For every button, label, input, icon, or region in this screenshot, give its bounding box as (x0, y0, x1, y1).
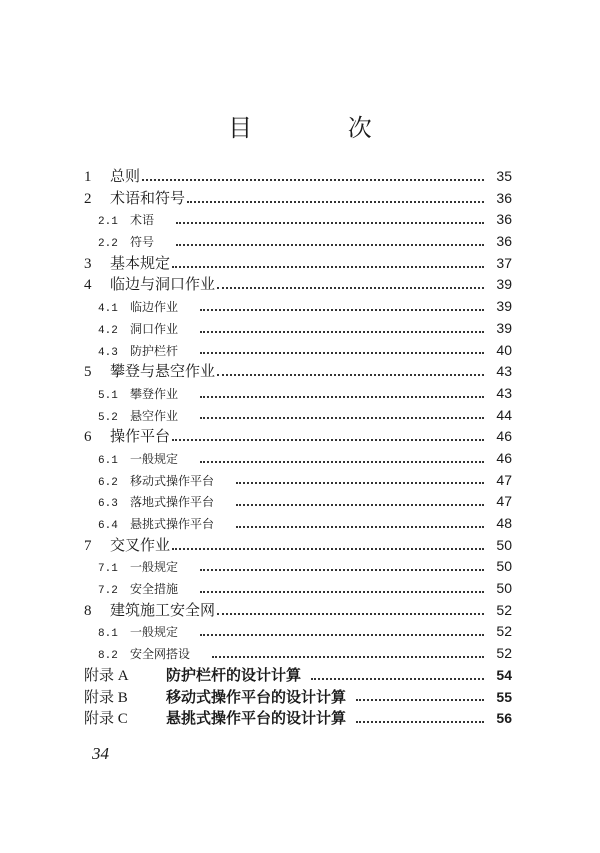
leader-dots (212, 656, 484, 658)
toc-entry[interactable] (84, 361, 512, 383)
toc-entry-page: 44 (496, 406, 512, 423)
toc-entry-number: 8 (84, 602, 92, 619)
toc-entry-label: 洞口作业 (130, 321, 179, 336)
toc-entry[interactable] (84, 383, 512, 405)
toc-entry-number: 5 (84, 364, 92, 381)
leader-dots (217, 613, 484, 615)
toc-entry-page: 50 (496, 536, 512, 553)
page-title: 目 次 (228, 114, 416, 142)
toc-entry-number: 1 (84, 169, 92, 185)
toc-entry-number: 4.3 (98, 346, 118, 359)
toc-entry-label: 防护栏杆的设计计算 (166, 665, 302, 684)
toc-entry-page: 46 (496, 428, 512, 445)
toc-entry-number: 7 (84, 537, 92, 554)
toc-entry[interactable] (84, 470, 512, 492)
leader-dots (200, 331, 484, 333)
toc-entry-page: 36 (496, 233, 512, 250)
toc-entry-label: 悬空作业 (130, 408, 179, 423)
toc-entry-page: 52 (496, 645, 512, 662)
toc-entry-number: 6.3 (98, 498, 118, 511)
toc-entry-label: 落地式操作平台 (130, 495, 215, 510)
toc-entry-label: 一般规定 (130, 625, 179, 640)
page-number: 34 (92, 744, 109, 763)
toc-entry-page: 36 (496, 189, 512, 206)
toc-entry-label: 悬挑式操作平台 (130, 517, 215, 531)
toc-entry[interactable] (84, 253, 512, 275)
toc-entry-label: 术语和符号 (110, 188, 186, 207)
table-of-contents (84, 166, 512, 730)
toc-entry-number: 附录 A (84, 667, 129, 684)
leader-dots (200, 591, 484, 593)
toc-entry-label: 临边作业 (130, 300, 179, 315)
toc-entry-label: 临边与洞口作业 (110, 275, 216, 294)
toc-entry-label: 符号 (130, 235, 155, 250)
leader-dots (200, 352, 484, 354)
toc-entry-number: 5.2 (98, 411, 118, 424)
toc-entry-number: 8.2 (98, 650, 118, 663)
toc-entry-number: 4.1 (98, 303, 118, 316)
toc-entry-page: 50 (496, 580, 512, 597)
toc-entry-label: 防护栏杆 (130, 343, 179, 358)
leader-dots (356, 699, 484, 701)
toc-entry[interactable] (84, 643, 512, 665)
toc-entry-page: 39 (496, 298, 512, 315)
toc-entry-number: 2.2 (98, 238, 118, 251)
toc-entry[interactable] (84, 188, 512, 210)
toc-entry[interactable] (84, 209, 512, 231)
toc-entry[interactable] (84, 665, 512, 687)
toc-entry-page: 54 (496, 666, 512, 683)
leader-dots (236, 504, 484, 506)
toc-entry-label: 移动式操作平台 (130, 473, 215, 488)
toc-entry-label: 建筑施工安全网 (110, 600, 216, 619)
toc-entry[interactable] (84, 318, 512, 340)
toc-entry-page: 46 (496, 449, 512, 466)
toc-entry-page: 37 (496, 254, 512, 271)
leader-dots (217, 287, 484, 289)
toc-entry-page: 47 (496, 471, 512, 488)
toc-entry-page: 35 (496, 168, 512, 184)
toc-entry[interactable] (84, 340, 512, 362)
toc-entry-number: 6 (84, 429, 92, 446)
toc-entry-page: 36 (496, 211, 512, 228)
leader-dots (187, 201, 484, 203)
leader-dots (236, 526, 484, 528)
toc-entry[interactable] (84, 491, 512, 513)
toc-entry[interactable] (84, 231, 512, 253)
toc-entry-label: 一般规定 (130, 560, 179, 575)
toc-entry[interactable] (84, 274, 512, 296)
toc-entry-page: 55 (496, 688, 512, 705)
toc-entry-label: 安全网搭设 (130, 647, 191, 662)
toc-entry-number: 4 (84, 277, 92, 294)
toc-entry-page: 52 (496, 623, 512, 640)
leader-dots (172, 548, 484, 550)
toc-entry[interactable] (84, 405, 512, 427)
toc-entry-page: 50 (496, 558, 512, 575)
toc-entry[interactable] (84, 535, 512, 557)
leader-dots (142, 179, 484, 181)
toc-entry-number: 6.4 (98, 520, 118, 532)
toc-entry-page: 39 (496, 319, 512, 336)
toc-entry-label: 基本规定 (110, 253, 171, 272)
toc-entry-label: 操作平台 (110, 427, 171, 446)
toc-entry[interactable] (84, 600, 512, 622)
toc-entry-page: 43 (496, 384, 512, 401)
toc-entry-page: 52 (496, 601, 512, 618)
toc-entry[interactable] (84, 426, 512, 448)
toc-entry-number: 2.1 (98, 216, 118, 229)
toc-entry-label: 攀登与悬空作业 (110, 362, 216, 381)
toc-entry[interactable] (84, 513, 512, 535)
leader-dots (200, 396, 484, 398)
toc-entry-page: 48 (496, 515, 512, 531)
toc-entry-number: 附录 B (84, 689, 128, 706)
toc-entry-number: 7.2 (98, 585, 118, 598)
toc-entry-label: 一般规定 (130, 451, 179, 466)
leader-dots (356, 721, 484, 723)
toc-entry[interactable] (84, 166, 512, 188)
toc-entry[interactable] (84, 708, 512, 730)
toc-entry-number: 7.1 (98, 563, 118, 576)
toc-entry-page: 43 (496, 363, 512, 380)
toc-entry-label: 移动式操作平台的设计计算 (166, 687, 347, 706)
toc-entry-label: 安全措施 (130, 582, 179, 597)
leader-dots (200, 634, 484, 636)
leader-dots (200, 461, 484, 463)
toc-entry-label: 悬挑式操作平台的设计计算 (166, 709, 347, 728)
leader-dots (200, 309, 484, 311)
toc-entry-number: 8.1 (98, 628, 118, 641)
leader-dots (172, 266, 484, 268)
toc-entry-number: 6.1 (98, 454, 118, 467)
toc-entry-number: 附录 C (84, 711, 128, 728)
toc-entry[interactable] (84, 687, 512, 709)
toc-entry-label: 交叉作业 (110, 535, 171, 554)
leader-dots (176, 222, 484, 224)
toc-entry[interactable] (84, 578, 512, 600)
toc-entry-page: 39 (496, 276, 512, 293)
leader-dots (200, 569, 484, 571)
toc-entry-number: 6.2 (98, 476, 118, 489)
toc-entry-page: 47 (496, 493, 512, 510)
toc-entry-label: 攀登作业 (130, 386, 179, 401)
toc-entry-number: 4.2 (98, 324, 118, 337)
toc-entry-number: 3 (84, 255, 92, 272)
toc-entry-label: 术语 (130, 213, 155, 228)
leader-dots (217, 374, 484, 376)
toc-entry-page: 56 (496, 710, 512, 727)
toc-entry-label: 总则 (110, 167, 141, 185)
toc-entry[interactable] (84, 448, 512, 470)
leader-dots (311, 678, 484, 680)
toc-entry[interactable] (84, 296, 512, 318)
leader-dots (176, 244, 484, 246)
leader-dots (200, 417, 484, 419)
leader-dots (172, 439, 484, 441)
toc-entry-page: 40 (496, 341, 512, 358)
toc-entry-number: 2 (84, 190, 92, 207)
leader-dots (236, 482, 484, 484)
toc-entry[interactable] (84, 621, 512, 643)
toc-entry[interactable] (84, 556, 512, 578)
toc-entry-number: 5.1 (98, 389, 118, 402)
